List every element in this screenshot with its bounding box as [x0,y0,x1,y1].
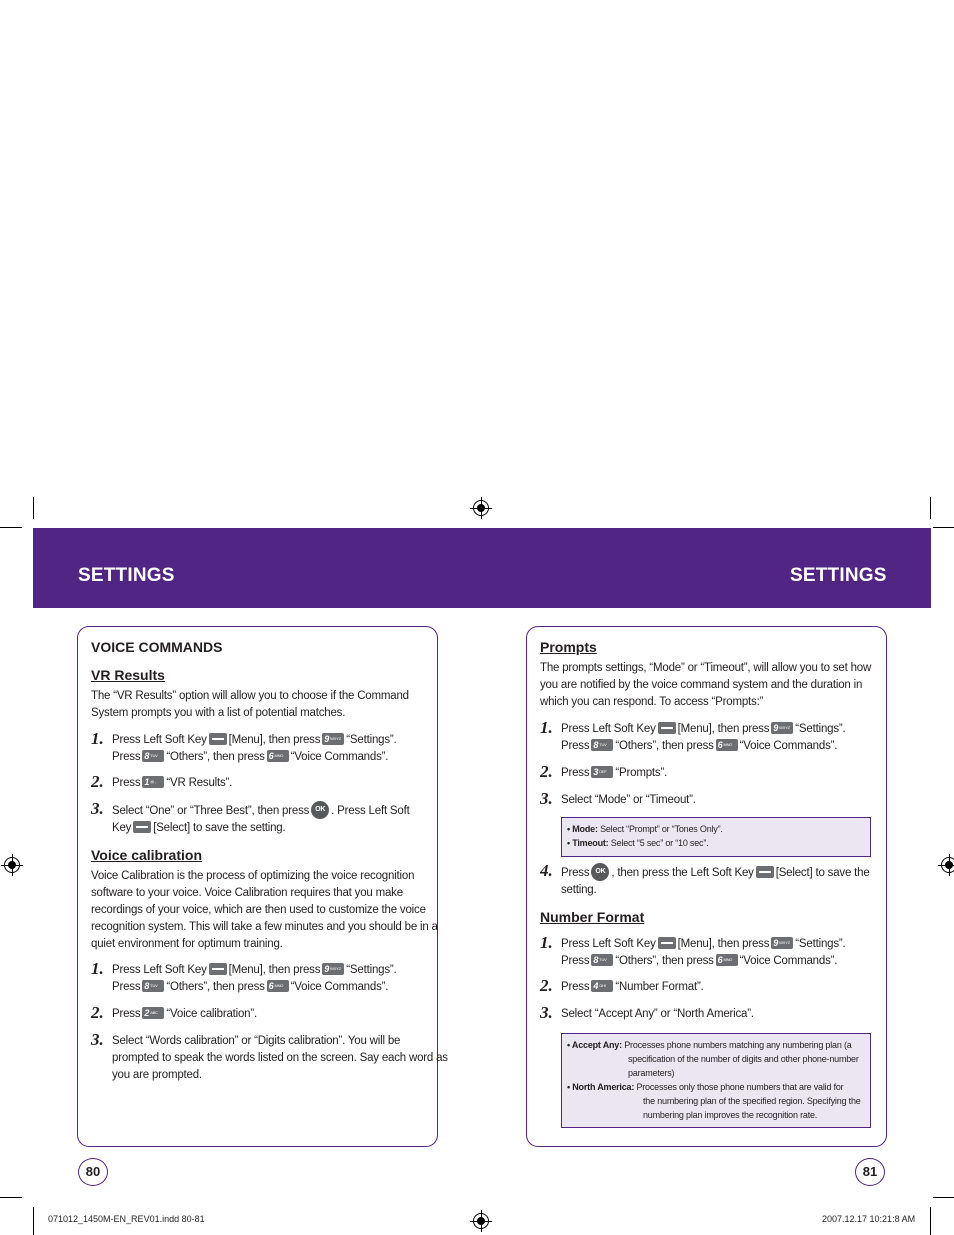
step-text: Press Left Soft Key [Menu], then press $9^{WXYZ}$ “Settings”. Press $8^{TUV}$ “Others”, then press $6^{MNO}$ “Voice Commands”. [112,733,397,763]
registration-mark-icon [4,857,20,873]
key-2-icon: $2^{ABC}$ [142,1007,164,1019]
step-number: 3. [540,1003,553,1022]
step-text: Press OK , then press the Left Soft Key [Select] to save the setting. [561,864,870,899]
crop-mark [930,497,931,519]
key-9-icon: $9^{WXYZ}$ [771,937,793,949]
step-number: 3. [540,789,553,808]
step-number: 3. [91,799,104,818]
crop-mark [933,527,954,528]
step-text: Select “Accept Any” or “North America”. [561,1008,754,1020]
page-title-right: SETTINGS [790,565,887,586]
key-8-icon: $8^{TUV}$ [591,739,613,751]
crop-mark [0,527,22,528]
left-soft-key-icon [658,937,676,949]
ok-key-icon: OK [591,863,609,881]
key-8-icon: $8^{TUV}$ [142,750,164,762]
number-format-heading: Number Format [540,909,645,925]
key-8-icon: $8^{TUV}$ [142,980,164,992]
step-number: 1. [540,718,553,737]
step-text: Press Left Soft Key [Menu], then press $9^{WXYZ}$ “Settings”. Press $8^{TUV}$ “Others”, then press $6^{MNO}$ “Voice Commands”. [112,963,397,993]
prompts-note-text: • Mode: Select “Prompt” or “Tones Only”. • Timeout: Select “5 sec” or “10 sec”. [567,824,723,848]
crop-mark [33,497,34,519]
section-title: VOICE COMMANDS [91,639,223,655]
registration-mark-icon [941,857,954,873]
page-number-left: 80 [78,1158,108,1186]
key-6-icon: $6^{MNO}$ [267,980,289,992]
key-4-icon: $4^{GHI}$ [591,980,613,992]
slug-file-info: 071012_1450M-EN_REV01.indd 80-81 [48,1214,205,1224]
step-text: Press $3^{DEF}$ “Prompts”. [561,766,668,779]
registration-mark-icon [473,1213,489,1229]
key-6-icon: $6^{MNO}$ [716,739,738,751]
key-9-icon: $9^{WXYZ}$ [771,722,793,734]
step-text: Select “Mode” or “Timeout”. [561,794,696,806]
voice-calibration-heading: Voice calibration [91,847,202,863]
key-6-icon: $6^{MNO}$ [716,954,738,966]
slug-date: 2007.12.17 10:21:8 AM [822,1214,916,1224]
key-9-icon: $9^{WXYZ}$ [322,733,344,745]
ok-key-icon: OK [311,801,329,819]
voice-calibration-intro: Voice Calibration is the process of optimizing the voice recognition software to your voice. Voice Calibration requires that you make recordings of your voice, which are then used to customize the voice recognition system. This will take a few minutes and you should be in a quiet environment for optimum training. [91,870,438,950]
step-number: 3. [91,1030,104,1049]
crop-mark [930,1207,931,1235]
key-8-icon: $8^{TUV}$ [591,954,613,966]
key-6-icon: $6^{MNO}$ [267,750,289,762]
left-soft-key-icon [209,733,227,745]
vr-results-intro: The “VR Results” option will allow you to choose if the Command System prompts you with a list of potential matches. [91,690,409,719]
number-format-note-text: • Accept Any: Processes phone numbers matching any numbering plan (a specification of the number of digits and other phone-number parameters) • North America: Processes only those phone numbers that are valid for the numbering plan of the specified region. Specifying the numbering plan improves the recognition rate. [567,1040,861,1120]
prompts-heading: Prompts [540,639,597,655]
prompts-intro: The prompts settings, “Mode” or “Timeout”, will allow you to set how you are notified by the voice command system and the duration in which you can respond. To access “Prompts:” [540,662,872,708]
step-text: Press 1@., “VR Results”. [112,776,233,789]
step-number: 2. [540,976,553,995]
step-text: Press $2^{ABC}$ “Voice calibration”. [112,1007,258,1020]
crop-mark [933,1197,954,1198]
key-1-icon: 1@., [142,776,164,788]
step-text: Press Left Soft Key [Menu], then press $9^{WXYZ}$ “Settings”. Press $8^{TUV}$ “Others”, then press $6^{MNO}$ “Voice Commands”. [561,937,846,967]
step-number: 2. [91,1003,104,1022]
step-number: 4. [540,861,553,880]
step-text: Select “Words calibration” or “Digits calibration”. You will be prompted to speak the words listed on the screen. Say each word as you are prompted. [112,1035,448,1081]
step-number: 2. [91,772,104,791]
left-soft-key-icon [658,722,676,734]
crop-mark [33,1207,34,1235]
registration-mark-icon [473,500,489,516]
crop-mark [0,1197,22,1198]
vr-results-heading: VR Results [91,667,165,683]
step-number: 1. [91,729,104,748]
left-soft-key-icon [133,821,151,833]
page-number-right: 81 [855,1158,885,1186]
left-soft-key-icon [756,866,774,878]
step-text: Press $4^{GHI}$ “Number Format”. [561,980,704,993]
key-9-icon: $9^{WXYZ}$ [322,963,344,975]
left-soft-key-icon [209,963,227,975]
step-text: Select “One” or “Three Best”, then press OK . Press Left Soft Key [Select] to save the setting. [112,802,410,837]
step-number: 2. [540,762,553,781]
page-title-left: SETTINGS [78,565,175,586]
step-text: Press Left Soft Key [Menu], then press $9^{WXYZ}$ “Settings”. Press $8^{TUV}$ “Others”, then press $6^{MNO}$ “Voice Commands”. [561,722,846,752]
step-number: 1. [91,959,104,978]
key-3-icon: $3^{DEF}$ [591,766,613,778]
step-number: 1. [540,933,553,952]
